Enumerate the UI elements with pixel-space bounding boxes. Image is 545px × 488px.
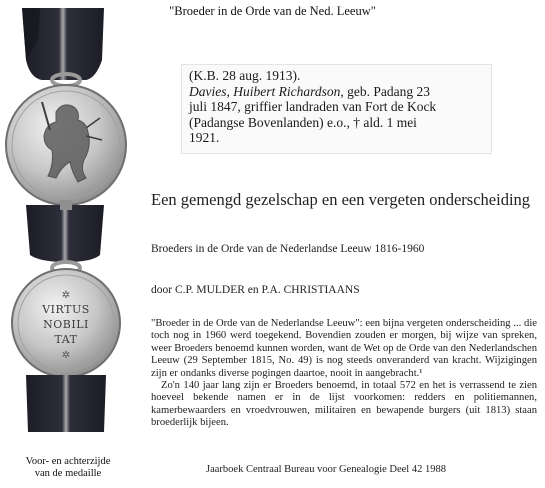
inscription-line: TAT [54, 333, 78, 346]
inscription-line: VIRTUS [42, 303, 90, 316]
article-authors: door C.P. MULDER en P.A. CHRISTIAANS [151, 284, 360, 296]
clipping-line [189, 84, 489, 100]
clipping-line-rest: , geb. Padang 23 [340, 83, 430, 99]
clipping-text [189, 68, 489, 146]
clipping-name: Davies, Huibert Richardson [189, 83, 341, 99]
article-subtitle: Broeders in de Orde van de Nederlandse Leeuw 1816-1960 [151, 243, 425, 255]
medal-caption-line1: Voor- en achterzijde [25, 456, 111, 467]
article-title: Een gemengd gezelschap en een vergeten onderscheiding [151, 190, 531, 209]
article-body [151, 318, 537, 430]
inscription-line: NOBILI [43, 318, 89, 331]
article-paragraph: "Broeder in de Orde van de Nederlandse Leeuw": een bijna vergeten onderscheiding ... die toch nog in 1960 werd toegekend. Bovendien zouden er morgen, bij wijze van spreken, weer Broeders benoemd kunnen worden, want de Wet op de Orde van den Nederlandschen Leeuw (29 September 1815, No. 49) is nog steeds onveranderd van kracht. Wijzigingen zijn er ondanks diverse pogingen daartoe, nooit in aangebracht.¹ [151, 318, 537, 379]
medal-caption [8, 456, 128, 480]
clipping-line: 1921. [189, 130, 220, 146]
star-ornament-icon: ✲ [61, 290, 71, 301]
source-footer: Jaarboek Centraal Bureau voor Genealogie Deel 42 1988 [206, 464, 446, 475]
svg-text:✲: ✲ [61, 350, 71, 361]
medal-image [0, 0, 132, 448]
page-heading: "Broeder in de Orde van de Ned. Leeuw" [169, 4, 376, 18]
clipping-line: juli 1847, griffier landraden van Fort de Kock [189, 99, 437, 115]
lower-ribbon [26, 375, 106, 432]
medal-illustration [0, 0, 132, 479]
clipping-line: (K.B. 28 aug. 1913). [189, 68, 301, 83]
article-paragraph: Zo'n 140 jaar lang zijn er Broeders benoemd, in totaal 572 en het is verrassend te zien hoeveel bekende namen er in de lijst voorkomen: redders en politiemannen, kamerbewaarders en vroedvrouwen, militairen en bewapende burgers (uit 1813) staan broederlijk bijeen. [151, 380, 537, 429]
medal-inscription [30, 302, 102, 347]
medal-caption-line2: van de medaille [34, 468, 102, 479]
clipping-line: (Padangse Bovenlanden) e.o., † ald. 1 mei [189, 114, 417, 130]
middle-ribbon [26, 205, 104, 262]
